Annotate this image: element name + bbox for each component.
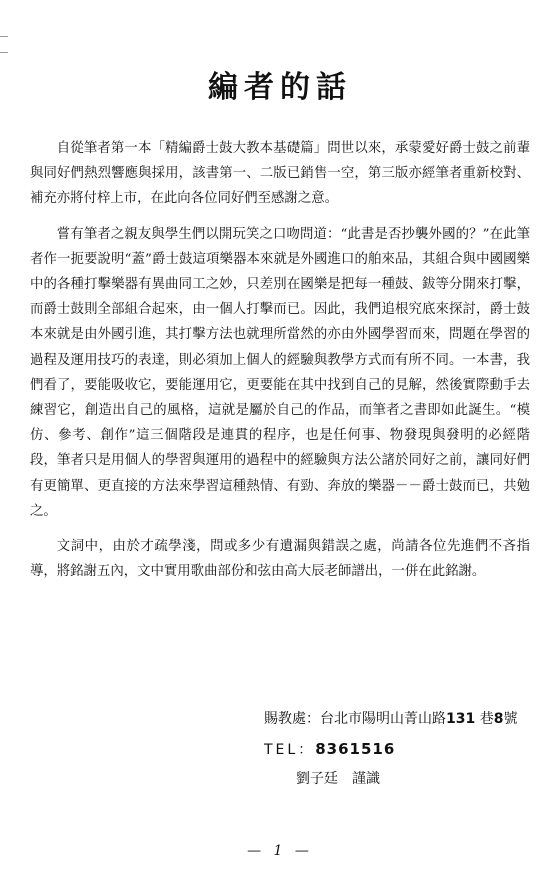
signature-block [264, 704, 554, 794]
paragraph-3: 文詞中，由於才疏學淺，問或多少有遺漏與錯誤之處，尚請各位先進們不吝指導，將銘謝五內，文中實用歌曲部份和弦由高大辰老師譜出，一併在此銘謝。 [30, 539, 530, 580]
tel-label: TEL： [264, 742, 316, 758]
paragraph-1: 自從筆者第一本「精編爵士鼓大教本基礎篇」問世以來，承蒙愛好爵士鼓之前輩與同好們熱烈響應與採用，該書第一、二版已銷售一空，第三版亦經筆者重新校對、補充亦將付梓上市，在此向各位同好們至感謝之意。 [30, 141, 530, 207]
address-lane: 巷 [479, 711, 494, 727]
page-title: 編者的話 [208, 70, 352, 105]
author-signature: 劉子廷 謹識 [296, 771, 380, 787]
preface-body [30, 136, 530, 594]
address-line [264, 704, 554, 734]
tel-line [264, 734, 554, 764]
address-house-number: 8 [493, 711, 504, 727]
address-label: 賜教處： [264, 711, 320, 727]
address-text: 台北市陽明山菁山路 [320, 711, 446, 727]
scan-edge-mark [0, 52, 8, 53]
page-number: — 1 — [247, 843, 313, 859]
paragraph-2: 嘗有筆者之親友與學生們以開玩笑之口吻問道：“此書是否抄襲外國的？”在此筆者作一扼要說明“蓋”爵士鼓這項樂器本來就是外國進口的舶來品，其組合與中國國樂中的各種打擊樂器有異曲同工之妙，只差別在國樂是把每一種鼓、鈸等分開來打擊，而爵士鼓則全部組合起來，由一個人打擊而已。因此，我們追根究底來探討，爵士鼓本來就是由外國引進，其打擊方法也就理所當然的亦由外國學習而來，問題在學習的過程及運用技巧的表達，則必須加上個人的經驗與教學方式而有所不同。一本書，我們看了，要能吸收它，要能運用它，更要能在其中找到自己的見解，然後實際動手去練習它，創造出自己的風格，這就是屬於自己的作品，而筆者之書即如此誕生。“模仿、參考、創作”這三個階段是連貫的程序，也是任何事、物發現與發明的必經階段，筆者只是用個人的學習與運用的過程中的經驗與方法公諸於同好之前，讓同好們有更簡單、更直接的方法來學習這種熱情、有勁、奔放的樂器－－爵士鼓而已，共勉之。 [30, 226, 530, 519]
address-number: 131 [446, 711, 476, 727]
tel-value: 8361516 [315, 740, 396, 758]
address-suffix: 號 [503, 711, 518, 727]
scan-edge-mark [0, 36, 8, 37]
